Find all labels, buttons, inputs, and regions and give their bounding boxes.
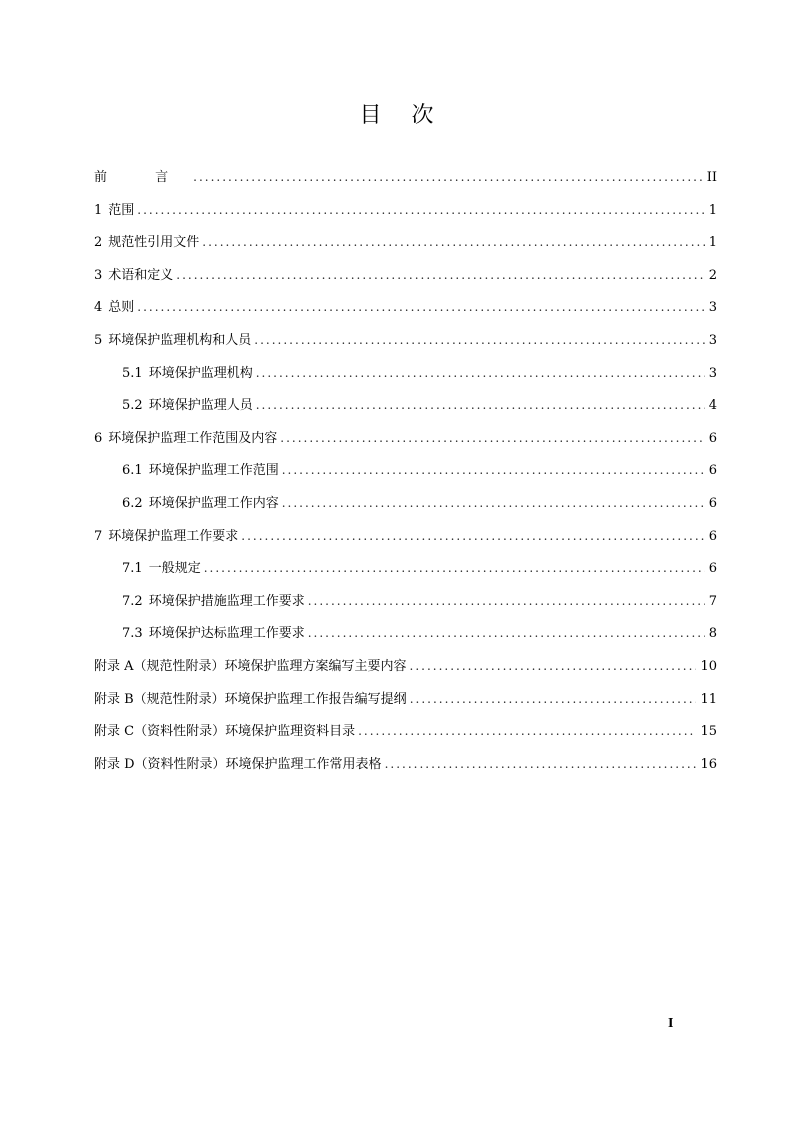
table-of-contents [94, 163, 717, 782]
toc-leader-dots [193, 163, 703, 191]
page-number: I [668, 1016, 674, 1031]
toc-entry-6-2[interactable] [94, 489, 717, 522]
toc-entry-page: 1 [708, 235, 717, 251]
toc-entry-page: 16 [700, 756, 717, 772]
toc-entry-appendix-c[interactable] [94, 717, 717, 750]
toc-entry-page: 3 [708, 365, 717, 381]
toc-leader-dots [280, 424, 704, 452]
toc-entry-page: 1 [708, 202, 717, 218]
toc-entry-page: 6 [708, 495, 717, 511]
toc-entry-title: 环境保护监理工作范围及内容 [108, 430, 278, 446]
toc-entry-7-3[interactable] [94, 619, 717, 652]
toc-entry-title: 环境保护监理工作要求 [108, 528, 239, 544]
toc-entry-number: 4 [94, 300, 103, 316]
toc-entry-title: 环境保护监理工作内容 [148, 495, 279, 511]
toc-entry-page: 6 [708, 528, 717, 544]
toc-leader-dots [202, 228, 704, 256]
page-title [0, 100, 793, 132]
toc-entry-title: 附录 A（规范性附录）环境保护监理方案编写主要内容 [94, 658, 407, 674]
toc-entry-number: 6.2 [122, 495, 143, 511]
toc-entry-number: 6 [94, 430, 103, 446]
toc-entry-5[interactable] [94, 326, 717, 359]
toc-entry-appendix-b[interactable] [94, 685, 717, 718]
toc-entry-page: 3 [708, 332, 717, 348]
toc-leader-dots [358, 717, 696, 745]
toc-leader-dots [282, 489, 705, 517]
toc-entry-foreword[interactable] [94, 163, 717, 196]
toc-entry-1[interactable] [94, 196, 717, 229]
toc-entry-7-1[interactable] [94, 554, 717, 587]
toc-entry-page: 10 [700, 658, 717, 674]
toc-entry-page: 6 [708, 463, 717, 479]
toc-entry-title: 环境保护监理机构 [148, 365, 253, 381]
toc-entry-appendix-a[interactable] [94, 652, 717, 685]
toc-entry-6[interactable] [94, 424, 717, 457]
toc-entry-page: 7 [708, 593, 717, 609]
toc-entry-title: 附录 C（资料性附录）环境保护监理资料目录 [94, 724, 356, 740]
toc-entry-5-1[interactable] [94, 359, 717, 392]
toc-entry-page: 2 [708, 267, 717, 283]
toc-entry-title: 前 言 [94, 170, 191, 185]
toc-entry-page: 11 [700, 691, 717, 707]
toc-entry-3[interactable] [94, 261, 717, 294]
toc-entry-2[interactable] [94, 228, 717, 261]
toc-entry-title: 附录 B（规范性附录）环境保护监理工作报告编写提纲 [94, 691, 407, 707]
toc-entry-number: 5.1 [122, 365, 143, 381]
toc-entry-4[interactable] [94, 293, 717, 326]
toc-leader-dots [410, 652, 697, 680]
toc-entry-page: 6 [708, 561, 717, 577]
toc-entry-number: 2 [94, 235, 103, 251]
toc-leader-dots [256, 391, 705, 419]
toc-entry-title: 环境保护监理工作范围 [148, 463, 279, 479]
toc-entry-page: 4 [708, 398, 717, 414]
toc-entry-number: 6.1 [122, 463, 143, 479]
toc-entry-title: 环境保护措施监理工作要求 [148, 593, 305, 609]
toc-entry-title: 一般规定 [148, 561, 201, 577]
toc-entry-number: 7.2 [122, 593, 143, 609]
toc-entry-appendix-d[interactable] [94, 750, 717, 783]
toc-entry-title: 环境保护监理机构和人员 [108, 332, 252, 348]
toc-entry-page: 3 [708, 300, 717, 316]
page-title-part2: 次 [411, 103, 434, 128]
toc-entry-title: 范围 [108, 202, 135, 218]
toc-entry-number: 7.3 [122, 626, 143, 642]
toc-leader-dots [256, 359, 705, 387]
toc-entry-5-2[interactable] [94, 391, 717, 424]
toc-entry-page: 6 [708, 430, 717, 446]
toc-entry-number: 3 [94, 267, 103, 283]
toc-leader-dots [385, 750, 697, 778]
toc-leader-dots [137, 293, 704, 321]
toc-entry-7[interactable] [94, 522, 717, 555]
toc-entry-title: 附录 D（资料性附录）环境保护监理工作常用表格 [94, 756, 382, 772]
toc-entry-title: 环境保护监理人员 [148, 398, 253, 414]
toc-leader-dots [241, 522, 704, 550]
toc-entry-7-2[interactable] [94, 587, 717, 620]
toc-entry-number: 7.1 [122, 561, 143, 577]
toc-leader-dots [308, 587, 705, 615]
toc-entry-page: 8 [708, 626, 717, 642]
toc-entry-page: 15 [700, 724, 717, 740]
toc-entry-number: 5 [94, 332, 103, 348]
toc-leader-dots [137, 196, 704, 224]
toc-leader-dots [176, 261, 704, 289]
toc-entry-page: II [706, 170, 717, 185]
toc-entry-title: 术语和定义 [108, 267, 174, 283]
toc-entry-title: 规范性引用文件 [108, 235, 200, 251]
toc-leader-dots [410, 685, 697, 713]
page-title-part1: 目 [359, 103, 382, 128]
toc-entry-number: 7 [94, 528, 103, 544]
toc-entry-title: 环境保护达标监理工作要求 [148, 626, 305, 642]
toc-leader-dots [254, 326, 704, 354]
toc-entry-number: 5.2 [122, 398, 143, 414]
toc-leader-dots [308, 619, 705, 647]
toc-leader-dots [282, 456, 705, 484]
toc-entry-number: 1 [94, 202, 103, 218]
toc-leader-dots [204, 554, 705, 582]
toc-entry-title: 总则 [108, 300, 135, 316]
toc-entry-6-1[interactable] [94, 456, 717, 489]
